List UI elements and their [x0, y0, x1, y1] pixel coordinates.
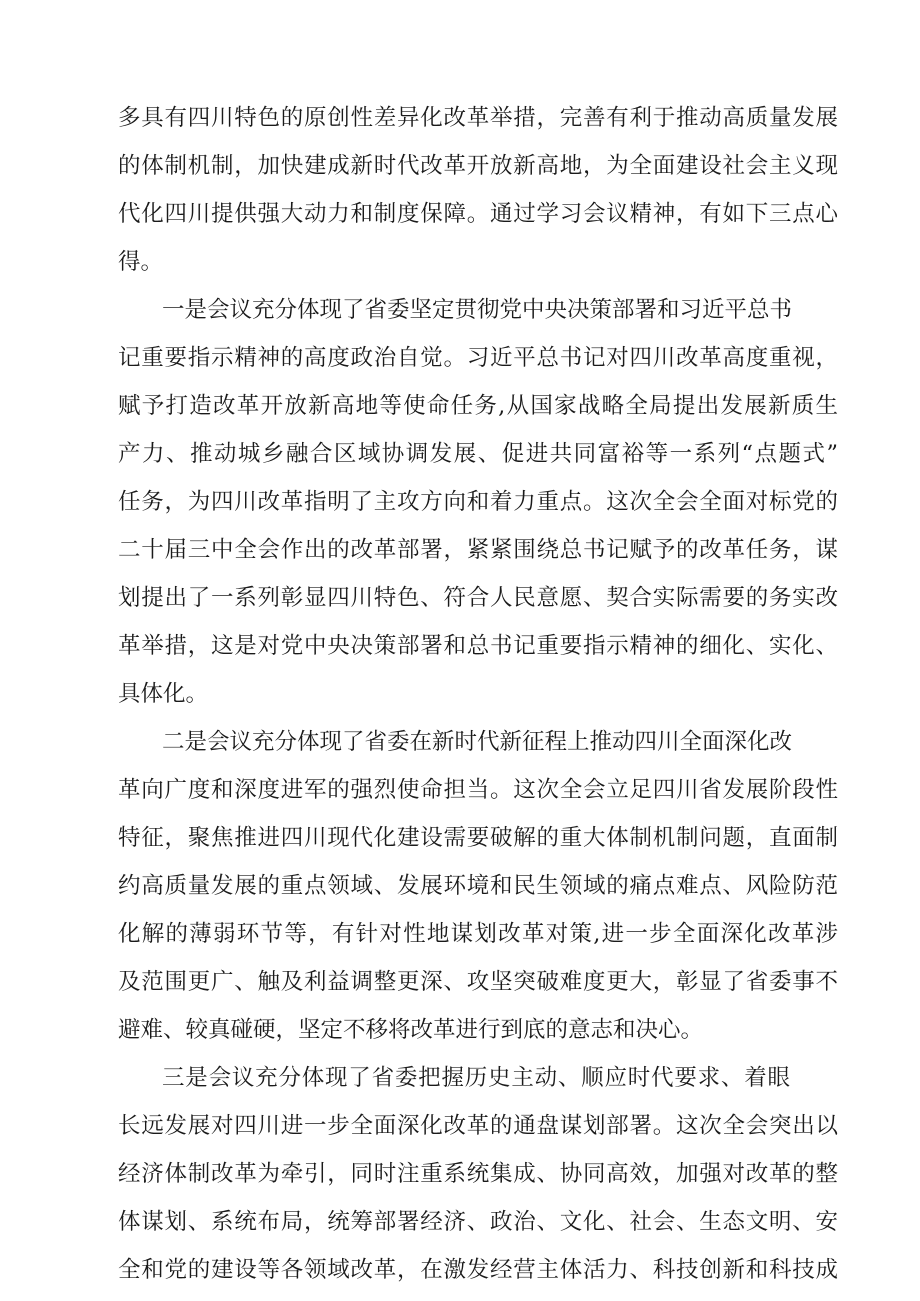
text-line: 任务，为四川改革指明了主攻方向和着力重点。这次全会全面对标党的: [118, 489, 838, 515]
text-line: 产力、推动城乡融合区域协调发展、促进共同富裕等一系列“点题式”: [118, 441, 838, 467]
text-line: 划提出了一系列彰显四川特色、符合人民意愿、契合实际需要的务实改: [118, 585, 838, 611]
text-line: 约高质量发展的重点领域、发展环境和民生领域的痛点难点、风险防范: [118, 873, 838, 899]
text-line: 革举措，这是对党中央决策部署和总书记重要指示精神的细化、实化、: [118, 633, 838, 659]
text-line: 具体化。: [118, 681, 209, 707]
text-line: 代化四川提供强大动力和制度保障。通过学习会议精神，有如下三点心: [118, 201, 838, 227]
text-line: 长远发展对四川进一步全面深化改革的通盘谋划部署。这次全会突出以: [118, 1113, 838, 1139]
text-line: 全和党的建设等各领域改革，在激发经营主体活力、科技创新和科技成: [118, 1257, 838, 1283]
text-line: 赋予打造改革开放新高地等使命任务,从国家战略全局提出发展新质生: [118, 393, 838, 419]
text-line: 得。: [118, 249, 164, 275]
text-line: 及范围更广、触及利益调整更深、攻坚突破难度更大，彰显了省委事不: [118, 969, 838, 995]
text-line: 革向广度和深度进军的强烈使命担当。这次全会立足四川省发展阶段性: [118, 777, 838, 803]
text-line: 多具有四川特色的原创性差异化改革举措，完善有利于推动高质量发展: [118, 105, 838, 131]
paragraph-first-line: 一是会议充分体现了省委坚定贯彻党中央决策部署和习近平总书: [162, 297, 793, 323]
text-line: 记重要指示精神的高度政治自觉。习近平总书记对四川改革高度重视，: [118, 345, 838, 371]
text-line: 经济体制改革为牵引，同时注重系统集成、协同高效，加强对改革的整: [118, 1161, 838, 1187]
text-line: 体谋划、系统布局，统筹部署经济、政治、文化、社会、生态文明、安: [118, 1209, 838, 1235]
text-line: 特征，聚焦推进四川现代化建设需要破解的重大体制机制问题，直面制: [118, 825, 838, 851]
text-line: 二十届三中全会作出的改革部署，紧紧围绕总书记赋予的改革任务，谋: [118, 537, 838, 563]
text-line: 的体制机制，加快建成新时代改革开放新高地，为全面建设社会主义现: [118, 153, 838, 179]
paragraph-first-line: 二是会议充分体现了省委在新时代新征程上推动四川全面深化改: [162, 729, 793, 755]
text-line: 化解的薄弱环节等，有针对性地谋划改革对策,进一步全面深化改革涉: [118, 921, 838, 947]
paragraph-first-line: 三是会议充分体现了省委把握历史主动、顺应时代要求、着眼: [162, 1065, 790, 1091]
text-line: 避难、较真碰硬，坚定不移将改革进行到底的意志和决心。: [118, 1017, 704, 1043]
